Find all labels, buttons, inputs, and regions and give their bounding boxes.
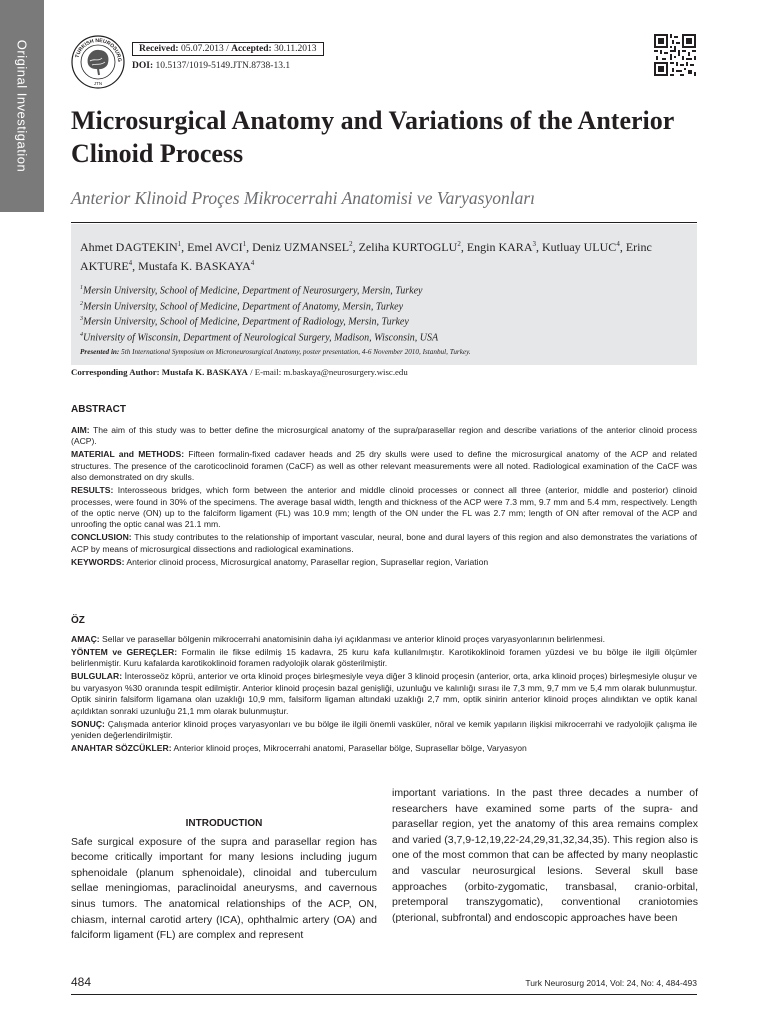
doi-value: 10.5137/1019-5149.JTN.8738-13.1 — [155, 61, 291, 71]
abstract-section-text: This study contributes to the relationship of important vascular, neural, bone and dural layers of this region and also demonstrates the variations of ACP by means of microsurgical dissections and radiological examinations. — [71, 532, 697, 554]
oz-section-label: AMAÇ: — [71, 634, 100, 644]
email-link[interactable]: m.baskaya@neurosurgery.wisc.edu — [283, 367, 408, 377]
affiliation-mark: 1 — [80, 285, 83, 291]
presented-label: Presented in: — [80, 348, 120, 356]
author-affiliation-mark: 3 — [532, 240, 536, 248]
received-accepted-box: Received: 05.07.2013 / Accepted: 30.11.2013 — [132, 42, 324, 56]
oz-section — [71, 647, 697, 670]
author-affiliation-mark: 4 — [128, 259, 133, 267]
abstract-section — [71, 449, 697, 483]
page-number: 484 — [71, 975, 92, 989]
author-name: Emel AVCI — [187, 240, 243, 254]
affiliation-item — [80, 313, 690, 329]
abstract-heading: ABSTRACT — [71, 404, 126, 415]
author-affiliation-mark: 2 — [349, 240, 353, 248]
article-type-tab — [0, 0, 44, 212]
author-affiliation-mark: 4 — [616, 240, 620, 248]
qr-code-icon — [654, 34, 696, 76]
oz-section-label: BULGULAR: — [71, 671, 123, 682]
intro-right-text: important variations. In the past three decades a number of researchers have examined some parts of the supra- and parasellar region, yet the anatomy of this area remains complex and varied (3,7,9-12,19,22-24,29,31,32,34,35). This region also is one of the most common that can be affected by many neoplastic and vascular neurosurgical lesions. Several skull base approaches (orbito-zygomatic, transbasal, cranio-orbital, pretemporal transzygomatic), conventional craniotomies (pterional, subfrontal) and endoscopic approaches have been — [392, 787, 698, 924]
author-affiliation-mark: 2 — [457, 240, 461, 248]
affiliation-item — [80, 282, 690, 298]
received-date: 05.07.2013 — [180, 44, 224, 54]
logo-sub: JTN — [93, 81, 103, 86]
author-affiliation-mark: 4 — [250, 259, 255, 267]
affiliation-text: Mersin University, School of Medicine, Department of Neurosurgery, Mersin, Turkey — [83, 285, 423, 297]
corresponding-name: Mustafa K. BASKAYA — [161, 367, 248, 377]
logo-text: TURKISH NEUROSURG — [74, 37, 123, 63]
affiliation-text: Mersin University, School of Medicine, Department of Anatomy, Mersin, Turkey — [83, 300, 404, 312]
footer-divider — [71, 994, 697, 995]
author-name: Ahmet DAGTEKIN — [80, 240, 178, 254]
doi-line — [132, 61, 290, 71]
intro-left-column — [71, 816, 377, 944]
author-name: Engin KARA — [466, 240, 533, 254]
intro-right-column — [392, 786, 698, 926]
oz-section-text: İnterosseöz köprü, anterior ve orta klinoid proçes birleşmesiyle veya diğer 3 klinoid proçesin (anterior, orta, arka klinoid proçes) birleşmesiyle oluşur ve bu varyasyon %30 oranında tespit edilmiştir. Anterior klinoid proçesin bazal genişliği, uzunluğu ve kalınlığı sırası ile 7,3 mm, 9,7 mm ve 5,4 mm olarak bulunmuştur. Optik sinirin falsiform ligamana olan uzaklığı 10,9 mm, falsiform ligaman altındaki uzaklığı 2,7 mm, optik sinirin anterior klinoid proçes alındıktan ve optik kanal açıldıktan sonraki uzunluğu 21,1 mm olarak bulunmuştur. — [71, 671, 698, 716]
abstract-section-text: Fifteen formalin-fixed cadaver heads and 25 dry skulls were used to define the microsurgical anatomy of the ACP and related structures. The presence of the caroticoclinoid foramen (CaCF) as well as other relevant measurements were all noted. Radiological examination of the CaCF was also demonstrated on dry skulls. — [71, 449, 697, 483]
abstract-section-text: Anterior clinoid process, Microsurgical anatomy, Parasellar region, Suprasellar region, Variation — [126, 556, 489, 567]
article-title: Microsurgical Anatomy and Variations of the Anterior Clinoid Process — [71, 106, 674, 168]
oz-section — [71, 634, 697, 645]
oz-section-text: Çalışmada anterior klinoid proçes varyasyonları ve bu bölge ile ilgili önemli vasküler, nöral ve kemik yapıların ilişkisi mikrocerrahi ve radyolojik çalışma ile yeniden değerlendirilmiştir. — [71, 718, 697, 741]
title-divider — [71, 222, 697, 223]
affiliation-text: University of Wisconsin, Department of Neurological Surgery, Madison, Wisconsin, USA — [83, 332, 439, 344]
affiliation-mark: 4 — [80, 331, 83, 338]
corresponding-author: Corresponding Author: Mustafa K. BASKAYA / E-mail: m.baskaya@neurosurgery.wisc.edu — [71, 367, 408, 377]
oz-body — [71, 634, 697, 756]
author-name: Kutluay ULUC — [541, 240, 617, 254]
received-label: Received: — [139, 44, 179, 54]
affiliation-item — [80, 329, 690, 345]
author-affiliation-mark: 1 — [242, 240, 247, 248]
affiliation-mark: 2 — [80, 300, 83, 307]
article-type-label: Original Investigation — [14, 39, 30, 173]
abstract-section — [71, 557, 697, 568]
abstract-section-label: CONCLUSION: — [71, 532, 132, 543]
affiliation-list — [80, 282, 690, 345]
affiliation-text: Mersin University, School of Medicine, Department of Radiology, Mersin, Turkey — [83, 316, 409, 328]
corresponding-label: Corresponding Author: — [71, 367, 160, 377]
presented-note — [80, 348, 690, 356]
abstract-section-label: KEYWORDS: — [71, 556, 125, 567]
abstract-section-label: MATERIAL and METHODS: — [71, 449, 185, 460]
oz-section-label: YÖNTEM ve GEREÇLER: — [71, 647, 178, 657]
oz-section-label: SONUÇ: — [71, 718, 105, 729]
introduction-heading: INTRODUCTION — [185, 818, 263, 829]
article-subtitle-turkish: Anterior Klinoid Proçes Mikrocerrahi Anatomisi ve Varyasyonları — [71, 188, 536, 208]
accepted-date: 30.11.2013 — [274, 44, 317, 54]
abstract-section-label: RESULTS: — [71, 485, 114, 496]
accepted-label: Accepted: — [231, 44, 272, 54]
oz-section — [71, 719, 697, 742]
abstract-body — [71, 425, 697, 570]
author-affiliation-mark: 1 — [177, 240, 182, 248]
author-list: Ahmet DAGTEKIN$^1$, Emel AVCI$^1$, Deniz UZMANSEL$^2$, Zeliha KURTOGLU$^2$, Engin KARA$^3$, Kutluay ULUC$^4$, Erinc AKTURE$^4$, Mustafa K. BASKAYA$^4$ — [80, 240, 652, 273]
presented-text: 5th International Symposium on Microneurosurgical Anatomy, poster presentation, 4-6 November 2010, Istanbul, Turkey. — [121, 348, 471, 356]
affiliation-mark: 3 — [80, 316, 83, 323]
doi-label: DOI: — [132, 61, 154, 71]
author-name: Erinc AKTURE — [80, 240, 652, 273]
abstract-section-text: The aim of this study was to better define the microsurgical anatomy of the supra/parasellar region and describe variations of the anterior clinoid process (ACP). — [71, 425, 697, 447]
author-name: Zeliha KURTOGLU — [358, 240, 458, 254]
oz-section-label: ANAHTAR SÖZCÜKLER: — [71, 743, 172, 754]
oz-section — [71, 743, 697, 754]
journal-logo — [70, 34, 126, 90]
author-name: Mustafa K. BASKAYA — [138, 259, 251, 273]
abstract-section-text: Interosseous bridges, which form between the anterior and middle clinoid processes or connect all three (anterior, middle and posterior) clinoid processes, were found in 30% of the specimens. The average basal width, length and thickness of the ACP were 7.3 mm, 9.7 mm and 5.4 mm, respectively. Length of the optic nerve (ON) up to the falciform ligament (FL) was 10.9 mm; length of the ON under the FL was 2.7 mm; length of ON after removal of the ACP and unroofing the optic canal was 21.1 mm. — [71, 485, 697, 530]
oz-section — [71, 671, 697, 717]
abstract-section — [71, 532, 697, 555]
abstract-section-label: AIM: — [71, 425, 90, 435]
oz-section-text: Anterior klinoid proçes, Mikrocerrahi anatomi, Parasellar bölge, Suprasellar bölge, Varyasyon — [173, 743, 527, 754]
intro-left-text: Safe surgical exposure of the supra and parasellar region has become critically important for many lesions including jugum sphenoidale (planum sphenoidale), clinoidal and tuberculum sellae meningiomas, paraclinoidal aneurysms, and cavernous sinus tumors. The anatomical relationships of the ACP, ON, chiasm, internal carotid artery (ICA), ophthalmic artery (OA) and falciform ligament (FL) are complex and represent — [71, 835, 377, 942]
journal-reference: Turk Neurosurg 2014, Vol: 24, No: 4, 484-493 — [525, 978, 697, 988]
oz-heading: ÖZ — [71, 615, 85, 626]
affiliation-item — [80, 298, 690, 314]
abstract-section — [71, 485, 697, 531]
email-label: E-mail: — [254, 367, 282, 377]
author-name: Deniz UZMANSEL — [252, 240, 350, 254]
oz-section-text: Sellar ve parasellar bölgenin mikrocerrahi anatomisinin daha iyi açıklanması ve anterior klinoid proçes varyasyonlarının belirlenmesi. — [102, 634, 606, 644]
oz-section-text: Formalin ile fikse edilmiş 15 kadavra, 25 kuru kafa kullanılmıştır. Karotikoklinoid foramen yüzdesi ve bu bölge ile ilgili ölçümler belirlenmiştir. Kuru kafalarda karotikoklinoid foramen radyolojik olarak gösterilmiştir. — [71, 647, 697, 669]
abstract-section — [71, 425, 697, 448]
